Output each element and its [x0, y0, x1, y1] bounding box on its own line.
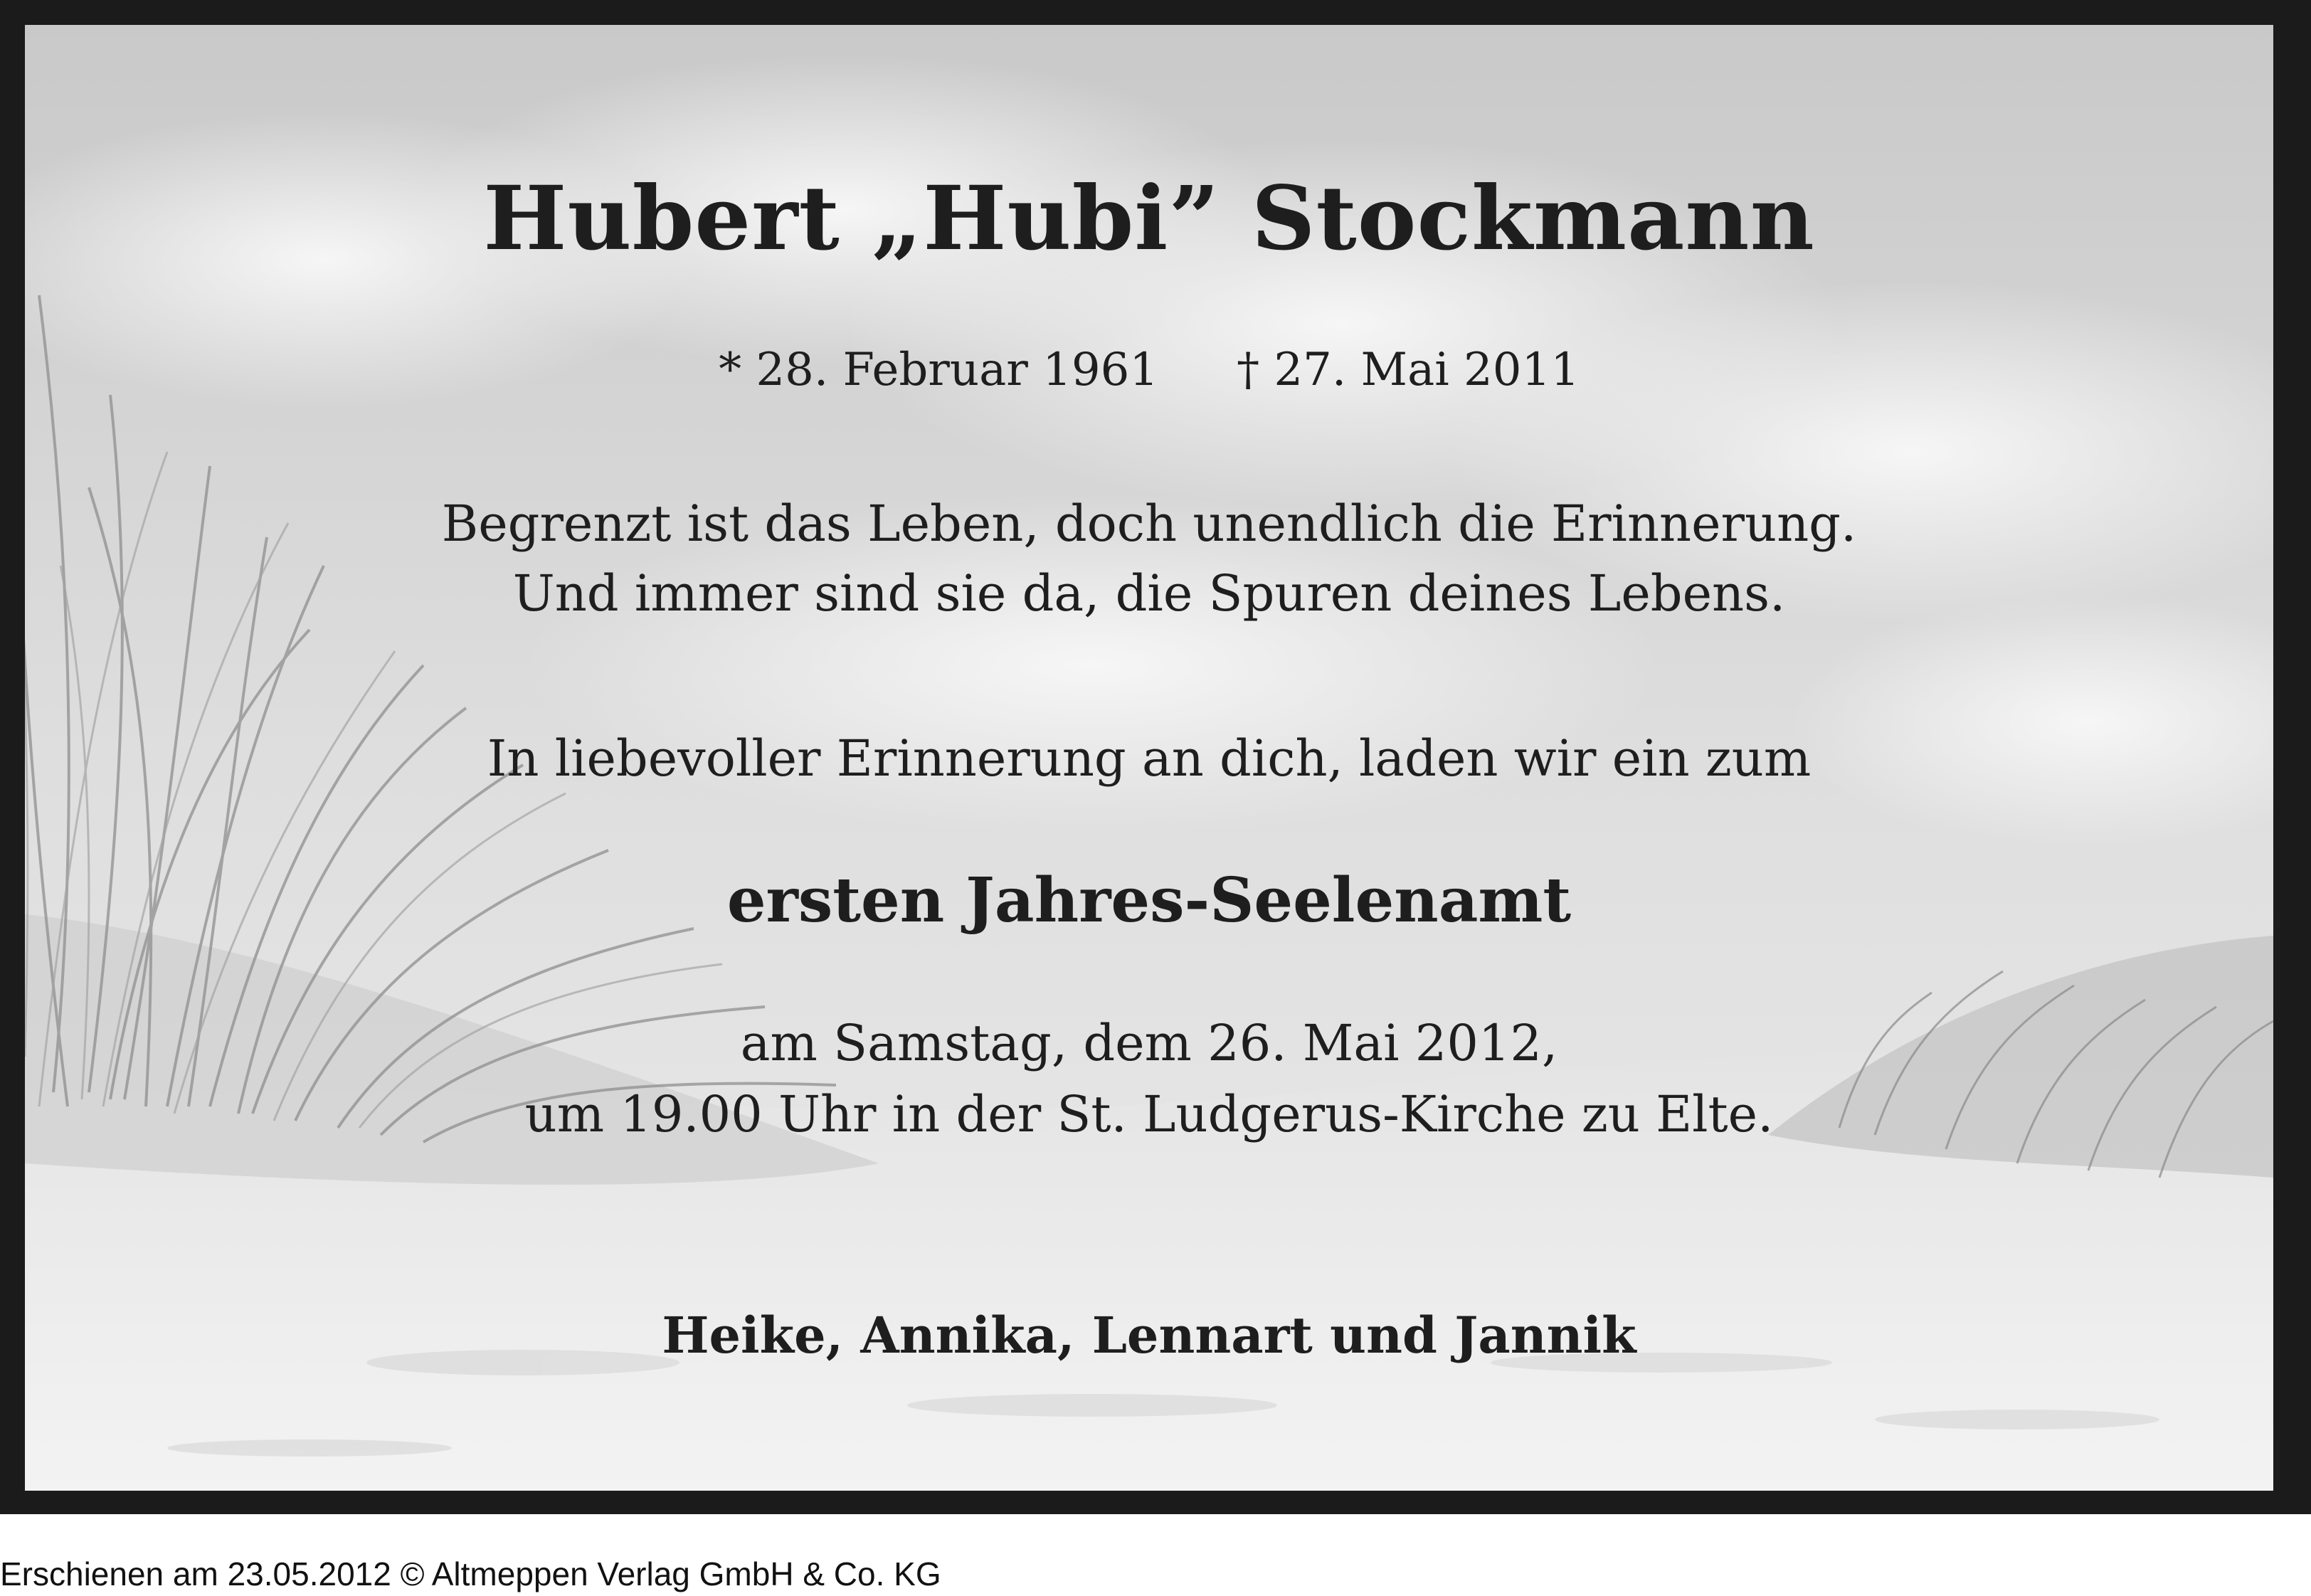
- signatories: Heike, Annika, Lennart und Jannik: [662, 1306, 1636, 1365]
- death-date: † 27. Mai 2011: [1237, 344, 1580, 396]
- life-dates: [25, 344, 2273, 396]
- background-photo-dunes: [25, 25, 2273, 1491]
- event-title: ersten Jahres-Seelenamt: [726, 865, 1572, 936]
- event-time-location: um 19.00 Uhr in der St. Ludgerus-Kirche zu Elte.: [524, 1085, 1774, 1143]
- invitation-text: In liebevoller Erinnerung an dich, laden wir ein zum: [487, 729, 1812, 788]
- quote-line-2: Und immer sind sie da, die Spuren deines Lebens.: [512, 564, 1786, 623]
- event-date: am Samstag, dem 26. Mai 2012,: [740, 1014, 1558, 1072]
- publication-footer: Erschienen am 23.05.2012 © Altmeppen Verlag GmbH & Co. KG: [0, 1555, 941, 1592]
- notice-text: [25, 25, 2273, 1491]
- birth-date: * 28. Februar 1961: [719, 344, 1159, 396]
- deceased-name: Hubert „Hubi” Stockmann: [483, 167, 1815, 270]
- quote-line-1: Begrenzt ist das Leben, doch unendlich die Erinnerung.: [441, 495, 1857, 553]
